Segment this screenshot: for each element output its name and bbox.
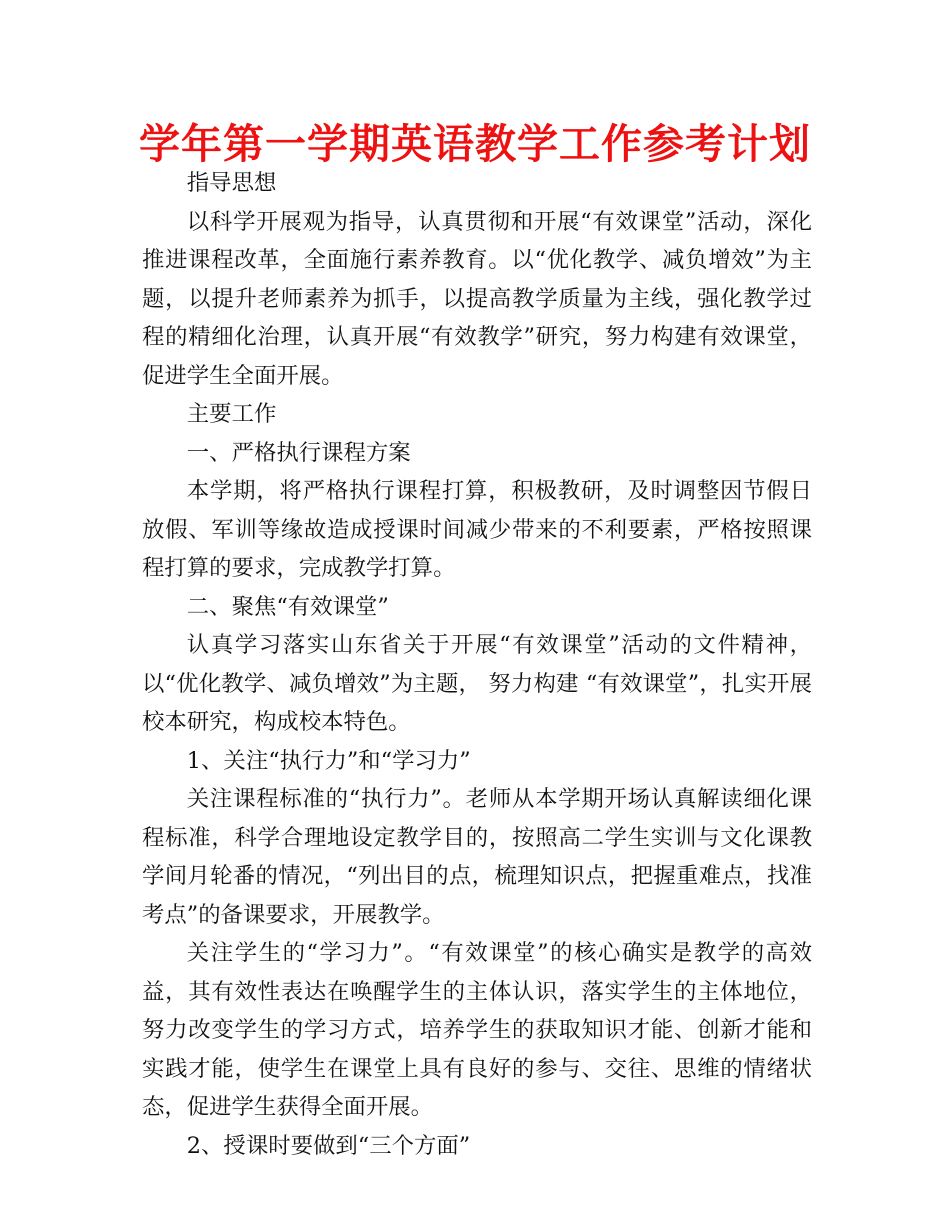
document-body xyxy=(142,164,812,1165)
heading-main-work: 主要工作 xyxy=(186,401,277,427)
paragraph-learning-power: 关注学生的“学习力”。“有效课堂”的核心确实是教学的高效益，其有效性表达在唤醒学生的主体认识，落实学生的主体地位，努力改变学生的学习方式，培养学生的获取知识才能、创新才能和实践才能，使学生在课堂上具有良好的参与、交往、思维的情绪状态，促进学生获得全面开展。 xyxy=(142,940,812,1120)
paragraph-section-2: 认真学习落实山东省关于开展“有效课堂”活动的文件精神，以“优化教学、减负增效”为主题， 努力构建 “有效课堂”，扎实开展校本研究，构成校本特色。 xyxy=(142,632,812,735)
heading-section-2: 二、聚焦“有效课堂” xyxy=(186,593,389,620)
paragraph-section-1: 本学期，将严格执行课程打算，积极教研，及时调整因节假日放假、军训等缘故造成授课时间减少带来的不利要素，严格按照课程打算的要求，完成教学打算。 xyxy=(142,478,812,581)
document-title: 学年第一学期英语教学工作参考计划 xyxy=(139,120,811,168)
paragraph-execution-power: 关注课程标准的“执行力”。老师从本学期开场认真解读细化课程标准，科学合理地设定教学目的，按照高二学生实训与文化课教学间月轮番的情况，“列出目的点，梳理知识点，把握重难点，找准考点”的备课要求，开展教学。 xyxy=(142,786,812,928)
paragraph-guiding-thought: 以科学开展观为指导，认真贯彻和开展“有效课堂”活动，深化推进课程改革，全面施行素养教育。以“优化教学、减负增效”为主题，以提升老师素养为抓手，以提高教学质量为主线，强化教学过程的精细化治理，认真开展“有效教学”研究，努力构建有效课堂，促进学生全面开展。 xyxy=(142,208,812,389)
heading-guiding-thought: 指导思想 xyxy=(186,170,277,196)
heading-section-1: 一、严格执行课程方案 xyxy=(186,439,411,466)
heading-subsection-2: 2、授课时要做到“三个方面” xyxy=(186,1132,471,1159)
heading-subsection-1: 1、关注“执行力”和“学习力” xyxy=(186,747,471,774)
